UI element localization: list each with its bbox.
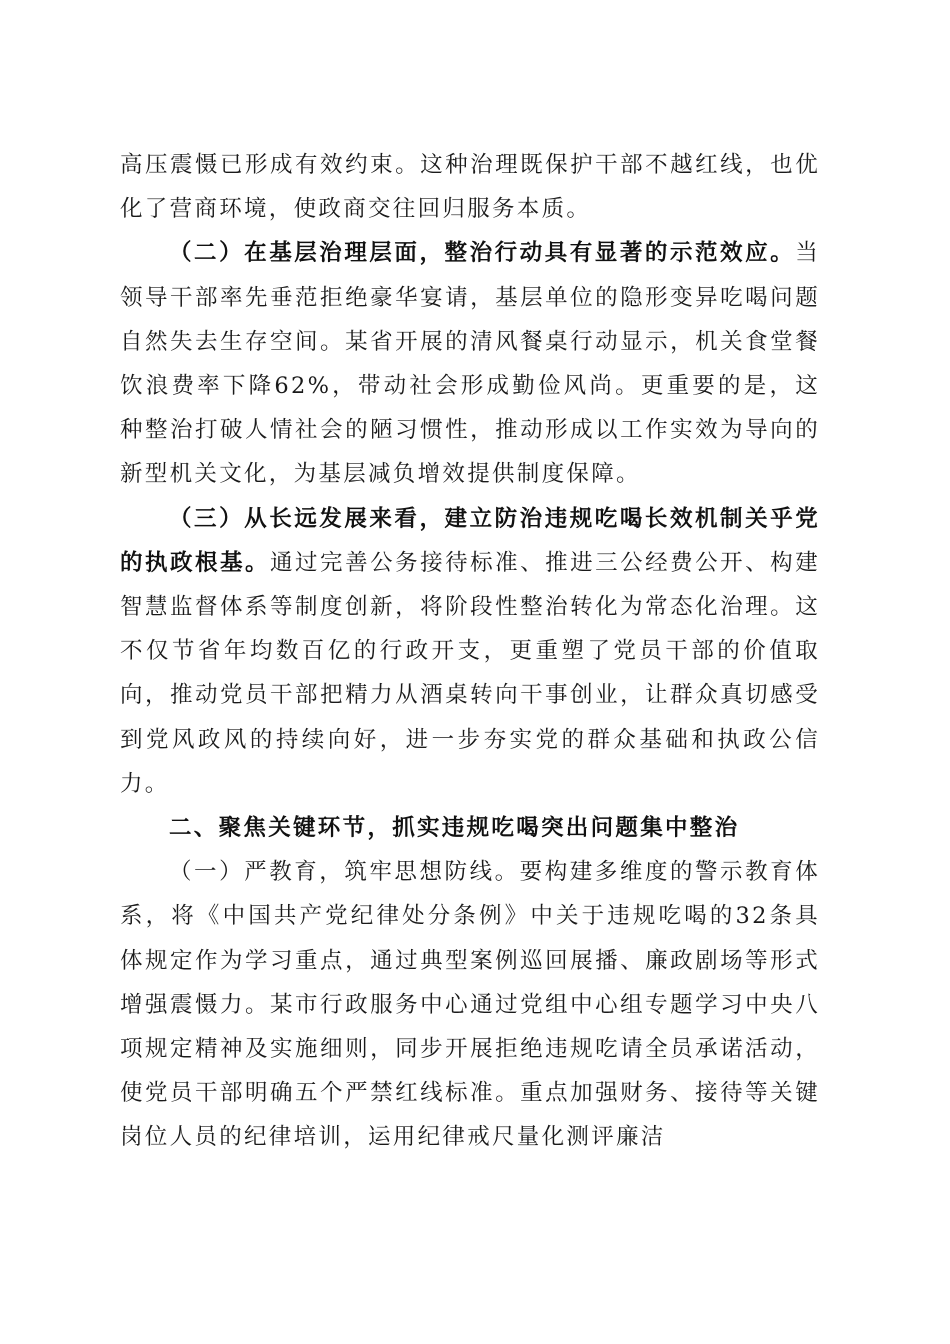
section-heading-two: 二、聚焦关键环节，抓实违规吃喝突出问题集中整治 — [169, 815, 740, 842]
sub-heading-education: （一）严教育，筑牢思想防线。 — [169, 859, 520, 886]
paragraph-grassroots — [120, 231, 820, 496]
paragraph-education — [120, 850, 820, 1159]
paragraph-long-term-body: 通过完善公务接待标准、推进三公经费公开、构建智慧监督体系等制度创新，将阶段性整治转化为常态化治理。这不仅节省年均数百亿的行政开支，更重塑了党员干部的价值取向，推动党员干部把精力从酒桌转向干事创业，让群众真切感受到党风政风的持续向好，进一步夯实党的群众基础和执政公信力。 — [120, 549, 820, 797]
sub-heading-grassroots: （二）在基层治理层面，整治行动具有显著的示范效应。 — [169, 240, 796, 267]
document-body — [120, 143, 820, 1160]
sub-heading-long-term: （三）从长远发展来看，建立防治违规吃喝长效机制关乎党的执政根基。 — [120, 505, 820, 576]
paragraph-continuation: 高压震慑已形成有效约束。这种治理既保护干部不越红线，也优化了营商环境，使政商交往回归服务本质。 — [120, 152, 820, 223]
paragraph-long-term — [120, 497, 820, 806]
paragraph-grassroots-body: 当领导干部率先垂范拒绝豪华宴请，基层单位的隐形变异吃喝问题自然失去生存空间。某省开展的清风餐桌行动显示，机关食堂餐饮浪费率下降62%，带动社会形成勤俭风尚。更重要的是，这种整治打破人情社会的陋习惯性，推动形成以工作实效为导向的新型机关文化，为基层减负增效提供制度保障。 — [120, 240, 820, 488]
paragraph-education-body: 要构建多维度的警示教育体系，将《中国共产党纪律处分条例》中关于违规吃喝的32条具体规定作为学习重点，通过典型案例巡回展播、廉政剧场等形式增强震慑力。某市行政服务中心通过党组中心组专题学习中央八项规定精神及实施细则，同步开展拒绝违规吃请全员承诺活动，使党员干部明确五个严禁红线标准。重点加强财务、接待等关键岗位人员的纪律培训，运用纪律戒尺量化测评廉洁 — [120, 859, 820, 1151]
